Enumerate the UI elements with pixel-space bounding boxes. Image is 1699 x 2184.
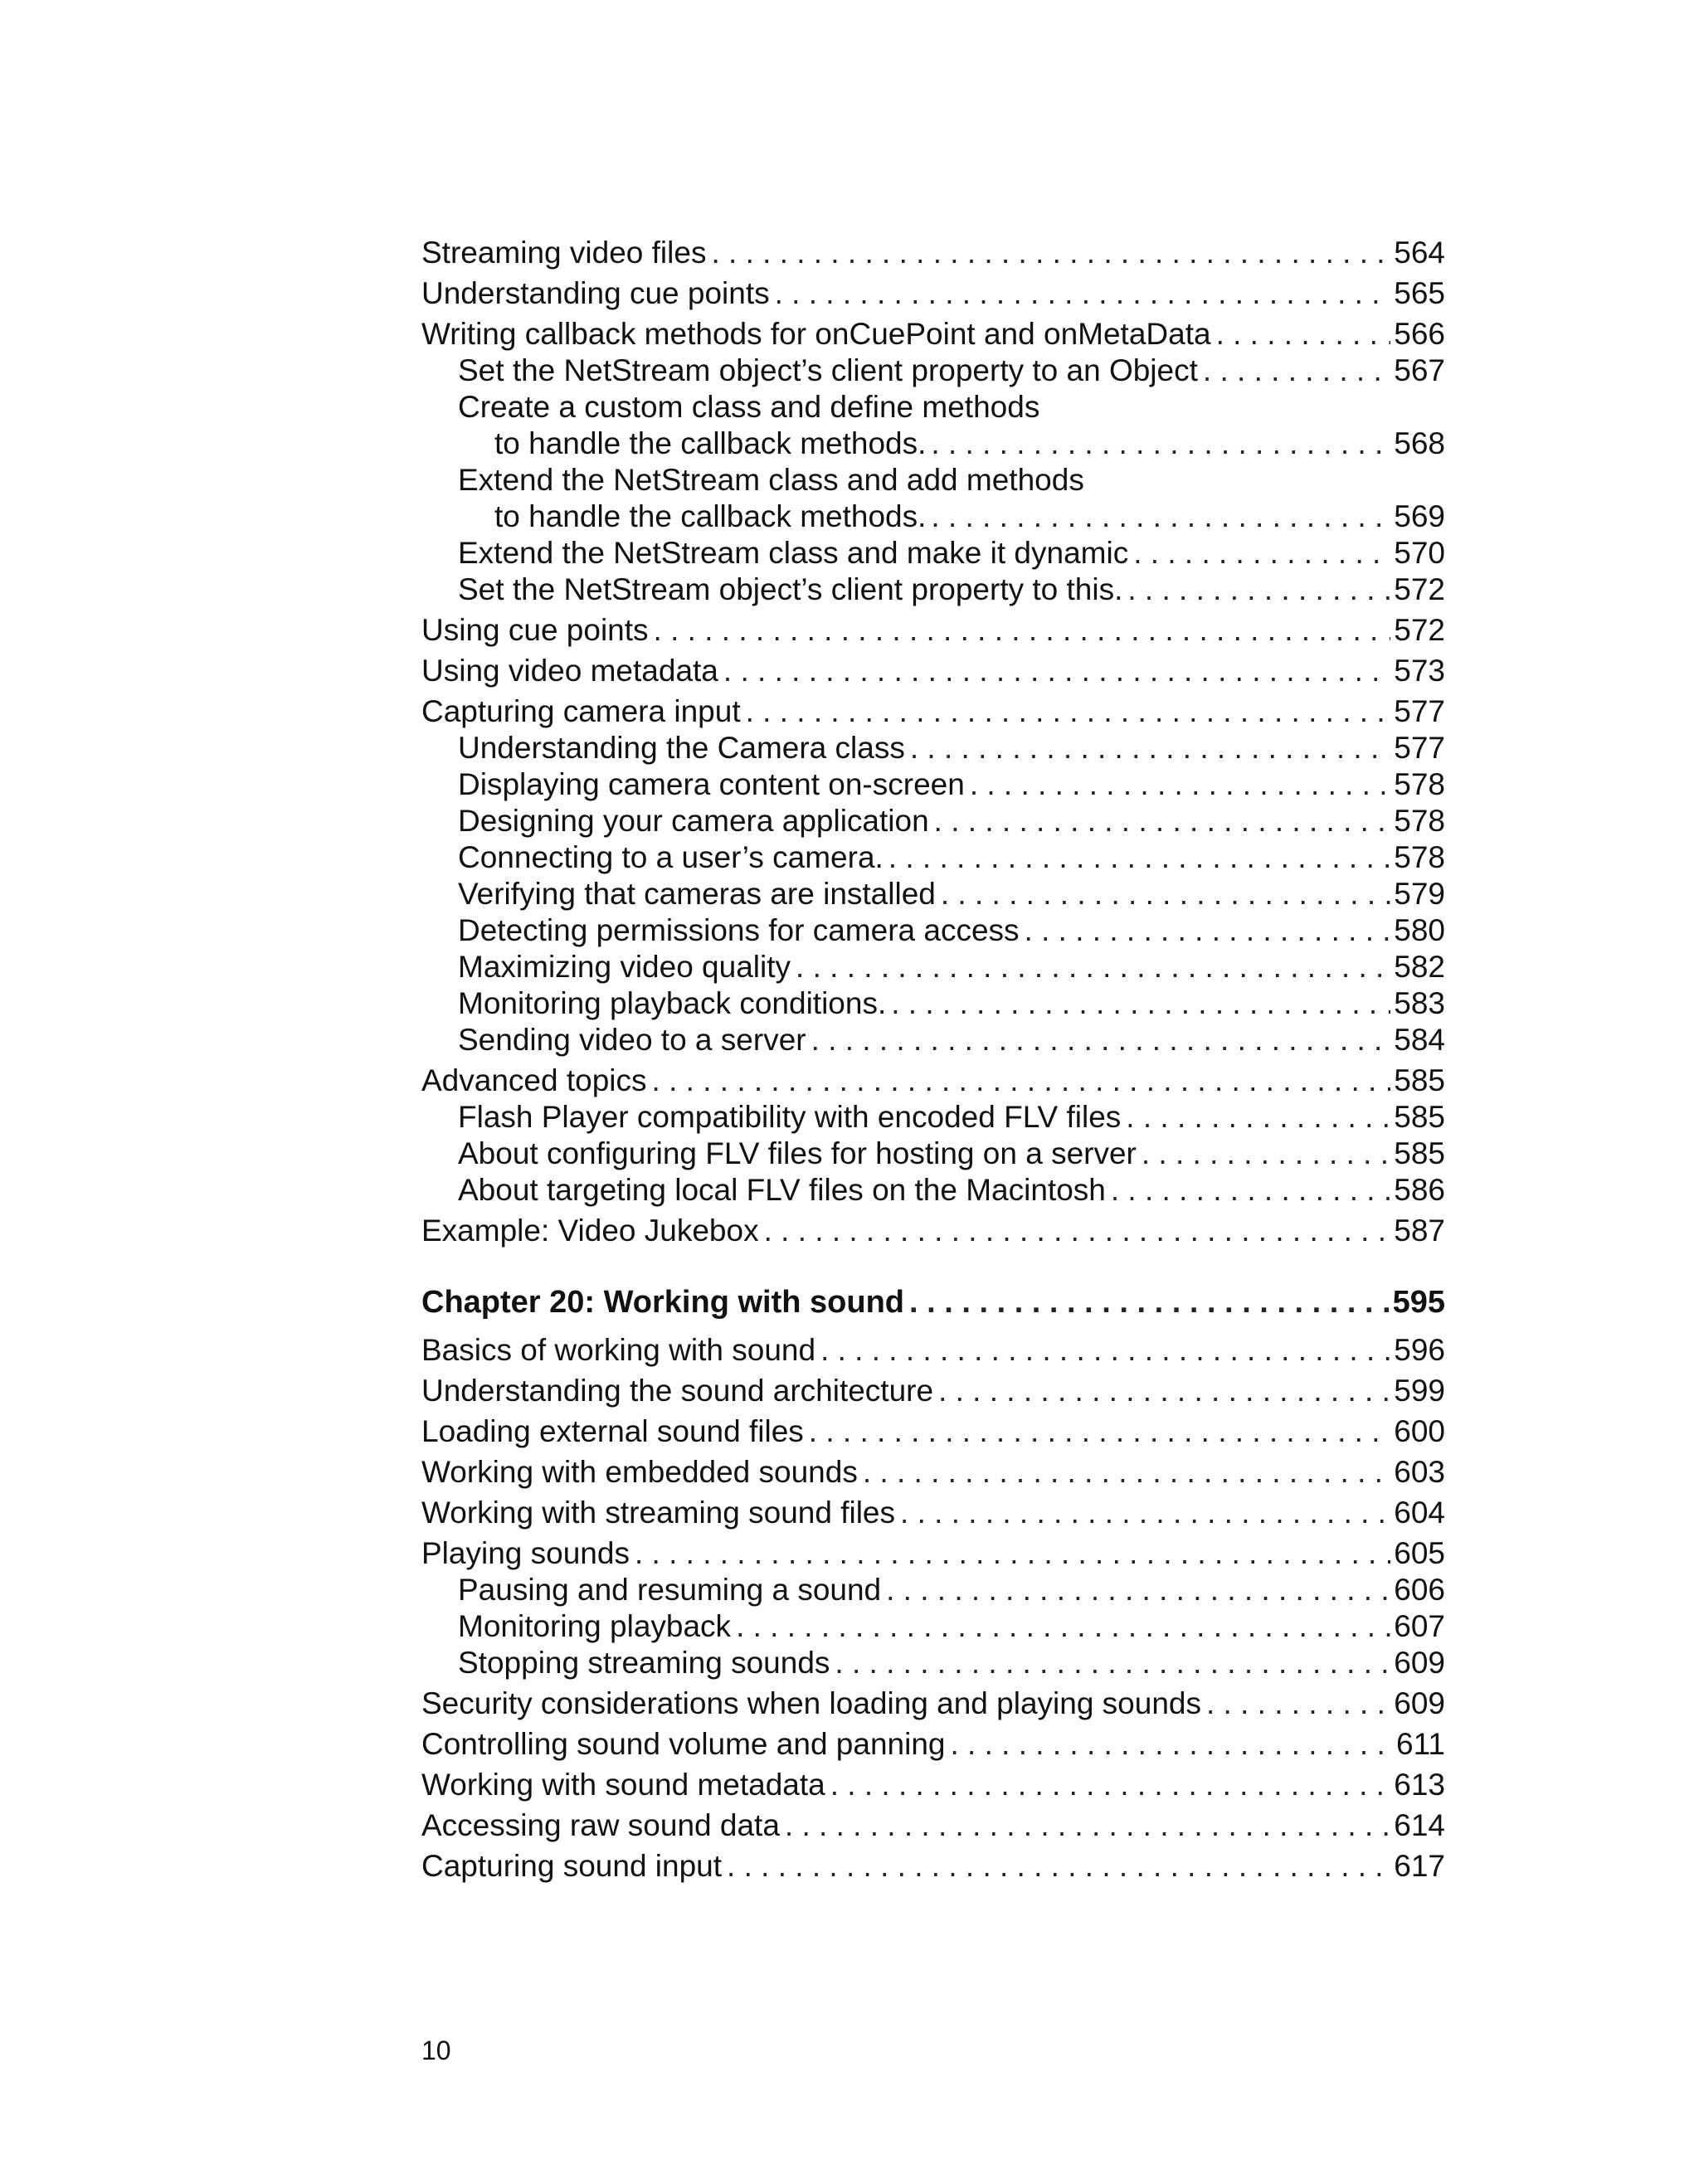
- toc-entry[interactable]: [421, 1136, 1445, 1172]
- toc-entry[interactable]: [421, 1572, 1445, 1608]
- toc-section-video: [421, 235, 1445, 1249]
- dot-leader: [809, 1413, 1391, 1450]
- toc-entry[interactable]: [421, 316, 1445, 353]
- toc-chapter-heading[interactable]: [421, 1284, 1445, 1321]
- toc-entry-title: Pausing and resuming a sound: [458, 1573, 882, 1607]
- toc-entry[interactable]: [421, 1332, 1445, 1369]
- toc-entry-title: About configuring FLV files for hosting on a server: [458, 1136, 1137, 1170]
- toc-entry-page: 585: [1394, 1136, 1445, 1170]
- dot-leader: [886, 1572, 1390, 1608]
- toc-entry-title: Controlling sound volume and panning: [421, 1727, 946, 1761]
- toc-entry-title: Displaying camera content on-screen: [458, 767, 965, 801]
- toc-entry-page: 573: [1394, 654, 1445, 688]
- toc-entry[interactable]: [421, 1495, 1445, 1531]
- toc-entry-page: 577: [1394, 731, 1445, 765]
- toc-entry-page: 611: [1396, 1727, 1445, 1761]
- dot-leader: [934, 803, 1391, 839]
- toc-entry-title: Understanding the Camera class: [458, 731, 905, 765]
- toc-entry-title: Extend the NetStream class and make it dynamic: [458, 536, 1129, 570]
- toc-entry[interactable]: [421, 1848, 1445, 1885]
- toc-entry[interactable]: [421, 1022, 1445, 1058]
- dot-leader: [835, 1645, 1390, 1681]
- toc-entry-page: 605: [1394, 1536, 1445, 1570]
- toc-entry-page: 578: [1394, 804, 1445, 838]
- dot-leader: [711, 235, 1390, 271]
- toc-entry-title: Connecting to a user’s camera.: [458, 840, 884, 874]
- toc-entry-title: Detecting permissions for camera access: [458, 913, 1020, 947]
- toc-entry-page: 606: [1394, 1573, 1445, 1607]
- toc-entry-page: 613: [1394, 1768, 1445, 1802]
- toc-entry-title: Using cue points: [421, 613, 649, 647]
- dot-leader: [1133, 535, 1390, 572]
- toc-entry[interactable]: [421, 766, 1445, 803]
- dot-leader: [951, 1726, 1394, 1763]
- toc-entry[interactable]: [421, 876, 1445, 912]
- dot-leader: [931, 426, 1390, 462]
- dot-leader: [830, 1767, 1391, 1803]
- toc-entry[interactable]: [421, 730, 1445, 766]
- toc-entry-title: Working with embedded sounds: [421, 1455, 858, 1489]
- toc-entry-continuation[interactable]: [421, 499, 1445, 535]
- toc-entry-title: Monitoring playback conditions.: [458, 986, 887, 1020]
- toc-entry-page: 609: [1394, 1686, 1445, 1720]
- toc-entry-title: Set the NetStream object’s client property to an Object: [458, 353, 1198, 387]
- toc-entry-page: 578: [1394, 840, 1445, 874]
- dot-leader: [775, 275, 1391, 312]
- dot-leader: [820, 1332, 1390, 1369]
- toc-entry[interactable]: [421, 839, 1445, 876]
- toc-entry-title: Sending video to a server: [458, 1023, 806, 1057]
- toc-entry-page: 600: [1394, 1414, 1445, 1448]
- toc-entry[interactable]: [421, 462, 1445, 499]
- toc-entry-continuation-title: to handle the callback methods.: [494, 499, 927, 533]
- toc-entry[interactable]: [421, 1685, 1445, 1722]
- toc-entry-title: Create a custom class and define methods: [458, 390, 1040, 424]
- toc-entry-title: Basics of working with sound: [421, 1333, 816, 1367]
- toc-entry-page: 570: [1394, 536, 1445, 570]
- toc-entry-page: 568: [1394, 426, 1445, 460]
- toc-entry[interactable]: [421, 1172, 1445, 1209]
- toc-entry-page: 584: [1394, 1023, 1445, 1057]
- dot-leader: [746, 693, 1391, 730]
- page-number: 10: [421, 2036, 451, 2065]
- dot-leader: [970, 766, 1390, 803]
- table-of-contents: [421, 231, 1445, 1885]
- toc-entry-page: 599: [1394, 1374, 1445, 1408]
- toc-entry-page: 614: [1394, 1808, 1445, 1842]
- dot-leader: [909, 1284, 1390, 1321]
- chapter-page-number: 595: [1392, 1285, 1445, 1320]
- dot-leader: [635, 1535, 1390, 1572]
- toc-entry-title: Monitoring playback: [458, 1609, 732, 1643]
- toc-entry-title: Verifying that cameras are installed: [458, 877, 936, 911]
- toc-entry[interactable]: [421, 572, 1445, 608]
- toc-entry-title: Advanced topics: [421, 1063, 647, 1097]
- toc-entry[interactable]: [421, 1213, 1445, 1249]
- toc-entry[interactable]: [421, 1608, 1445, 1645]
- toc-entry-page: 569: [1394, 499, 1445, 533]
- toc-entry-title: Flash Player compatibility with encoded FLV files: [458, 1100, 1122, 1134]
- toc-entry-page: 604: [1394, 1496, 1445, 1530]
- dot-leader: [941, 876, 1390, 912]
- toc-entry[interactable]: [421, 1413, 1445, 1450]
- toc-entry-title: Understanding the sound architecture: [421, 1374, 934, 1408]
- dot-leader: [900, 1495, 1390, 1531]
- toc-entry-page: 582: [1394, 950, 1445, 984]
- toc-entry-page: 572: [1394, 572, 1445, 606]
- toc-entry-page: 566: [1394, 317, 1445, 351]
- dot-leader: [1127, 572, 1390, 608]
- toc-entry[interactable]: [421, 1767, 1445, 1803]
- toc-entry-page: 580: [1394, 913, 1445, 947]
- dot-leader: [931, 499, 1390, 535]
- dot-leader: [727, 1848, 1390, 1885]
- toc-entry-title: Set the NetStream object’s client property to this.: [458, 572, 1123, 606]
- dot-leader: [785, 1807, 1390, 1844]
- dot-leader: [1216, 316, 1391, 353]
- toc-entry-title: Understanding cue points: [421, 276, 770, 310]
- dot-leader: [654, 612, 1391, 649]
- toc-entry-page: 586: [1394, 1173, 1445, 1207]
- dot-leader: [1111, 1172, 1390, 1209]
- toc-entry[interactable]: [421, 535, 1445, 572]
- toc-entry[interactable]: [421, 949, 1445, 985]
- toc-entry[interactable]: [421, 803, 1445, 839]
- toc-entry[interactable]: [421, 1807, 1445, 1844]
- toc-entry-title: Loading external sound files: [421, 1414, 804, 1448]
- toc-entry-title: Using video metadata: [421, 654, 718, 688]
- toc-entry[interactable]: [421, 653, 1445, 689]
- toc-entry[interactable]: [421, 1535, 1445, 1572]
- dot-leader: [1206, 1685, 1390, 1722]
- toc-entry[interactable]: [421, 1454, 1445, 1491]
- toc-entry-page: 607: [1394, 1609, 1445, 1643]
- toc-entry-title: Working with sound metadata: [421, 1768, 825, 1802]
- dot-leader: [938, 1373, 1390, 1409]
- toc-entry-page: 572: [1394, 613, 1445, 647]
- toc-entry-title: Capturing camera input: [421, 694, 741, 728]
- dot-leader: [863, 1454, 1390, 1491]
- toc-entry-page: 609: [1394, 1646, 1445, 1680]
- toc-entry-page: 585: [1394, 1100, 1445, 1134]
- dot-leader: [888, 839, 1390, 876]
- toc-entry[interactable]: [421, 1726, 1445, 1763]
- dot-leader: [764, 1213, 1391, 1249]
- toc-entry-title: Writing callback methods for onCuePoint and onMetaData: [421, 317, 1211, 351]
- dot-leader: [652, 1063, 1391, 1099]
- toc-entry-page: 617: [1394, 1849, 1445, 1883]
- toc-entry-title: Accessing raw sound data: [421, 1808, 780, 1842]
- dot-leader: [910, 730, 1390, 766]
- toc-entry-title: Playing sounds: [421, 1536, 630, 1570]
- toc-entry[interactable]: [421, 353, 1445, 389]
- dot-leader: [723, 653, 1390, 689]
- toc-entry-page: 596: [1394, 1333, 1445, 1367]
- dot-leader: [1025, 912, 1391, 949]
- toc-entry-title: Designing your camera application: [458, 804, 929, 838]
- toc-entry-continuation-title: to handle the callback methods.: [494, 426, 927, 460]
- dot-leader: [891, 985, 1390, 1022]
- toc-entry[interactable]: [421, 985, 1445, 1022]
- toc-entry-title: Capturing sound input: [421, 1849, 723, 1883]
- toc-entry-title: Working with streaming sound files: [421, 1496, 896, 1530]
- toc-entry[interactable]: [421, 389, 1445, 426]
- toc-entry-title: Maximizing video quality: [458, 950, 791, 984]
- toc-entry-page: 583: [1394, 986, 1445, 1020]
- toc-entry[interactable]: [421, 1645, 1445, 1681]
- toc-entry-page: 577: [1394, 694, 1445, 728]
- toc-entry-continuation[interactable]: [421, 426, 1445, 462]
- dot-leader: [811, 1022, 1391, 1058]
- toc-entry[interactable]: [421, 1099, 1445, 1136]
- toc-entry-page: 585: [1394, 1063, 1445, 1097]
- toc-entry[interactable]: [421, 612, 1445, 649]
- toc-entry-title: Security considerations when loading and playing sounds: [421, 1686, 1201, 1720]
- dot-leader: [1126, 1099, 1390, 1136]
- dot-leader: [736, 1608, 1390, 1645]
- toc-entry[interactable]: [421, 1373, 1445, 1409]
- toc-entry[interactable]: [421, 235, 1445, 271]
- toc-section-sound: [421, 1332, 1445, 1885]
- toc-entry[interactable]: [421, 275, 1445, 312]
- toc-entry[interactable]: [421, 693, 1445, 730]
- toc-entry-title: Stopping streaming sounds: [458, 1646, 830, 1680]
- toc-entry-page: 565: [1394, 276, 1445, 310]
- dot-leader: [1203, 353, 1390, 389]
- toc-entry[interactable]: [421, 912, 1445, 949]
- toc-entry-title: Example: Video Jukebox: [421, 1214, 759, 1248]
- chapter-title: Chapter 20: Working with sound: [421, 1285, 904, 1320]
- toc-entry-title: Extend the NetStream class and add methods: [458, 463, 1084, 497]
- toc-entry-page: 587: [1394, 1214, 1445, 1248]
- toc-entry-page: 564: [1394, 236, 1445, 270]
- toc-entry-page: 603: [1394, 1455, 1445, 1489]
- toc-entry-title: About targeting local FLV files on the Macintosh: [458, 1173, 1106, 1207]
- toc-entry-page: 567: [1394, 353, 1445, 387]
- toc-entry-page: 579: [1394, 877, 1445, 911]
- toc-entry[interactable]: [421, 1063, 1445, 1099]
- dot-leader: [796, 949, 1390, 985]
- toc-entry-page: 578: [1394, 767, 1445, 801]
- toc-entry-title: Streaming video files: [421, 236, 707, 270]
- dot-leader: [1142, 1136, 1390, 1172]
